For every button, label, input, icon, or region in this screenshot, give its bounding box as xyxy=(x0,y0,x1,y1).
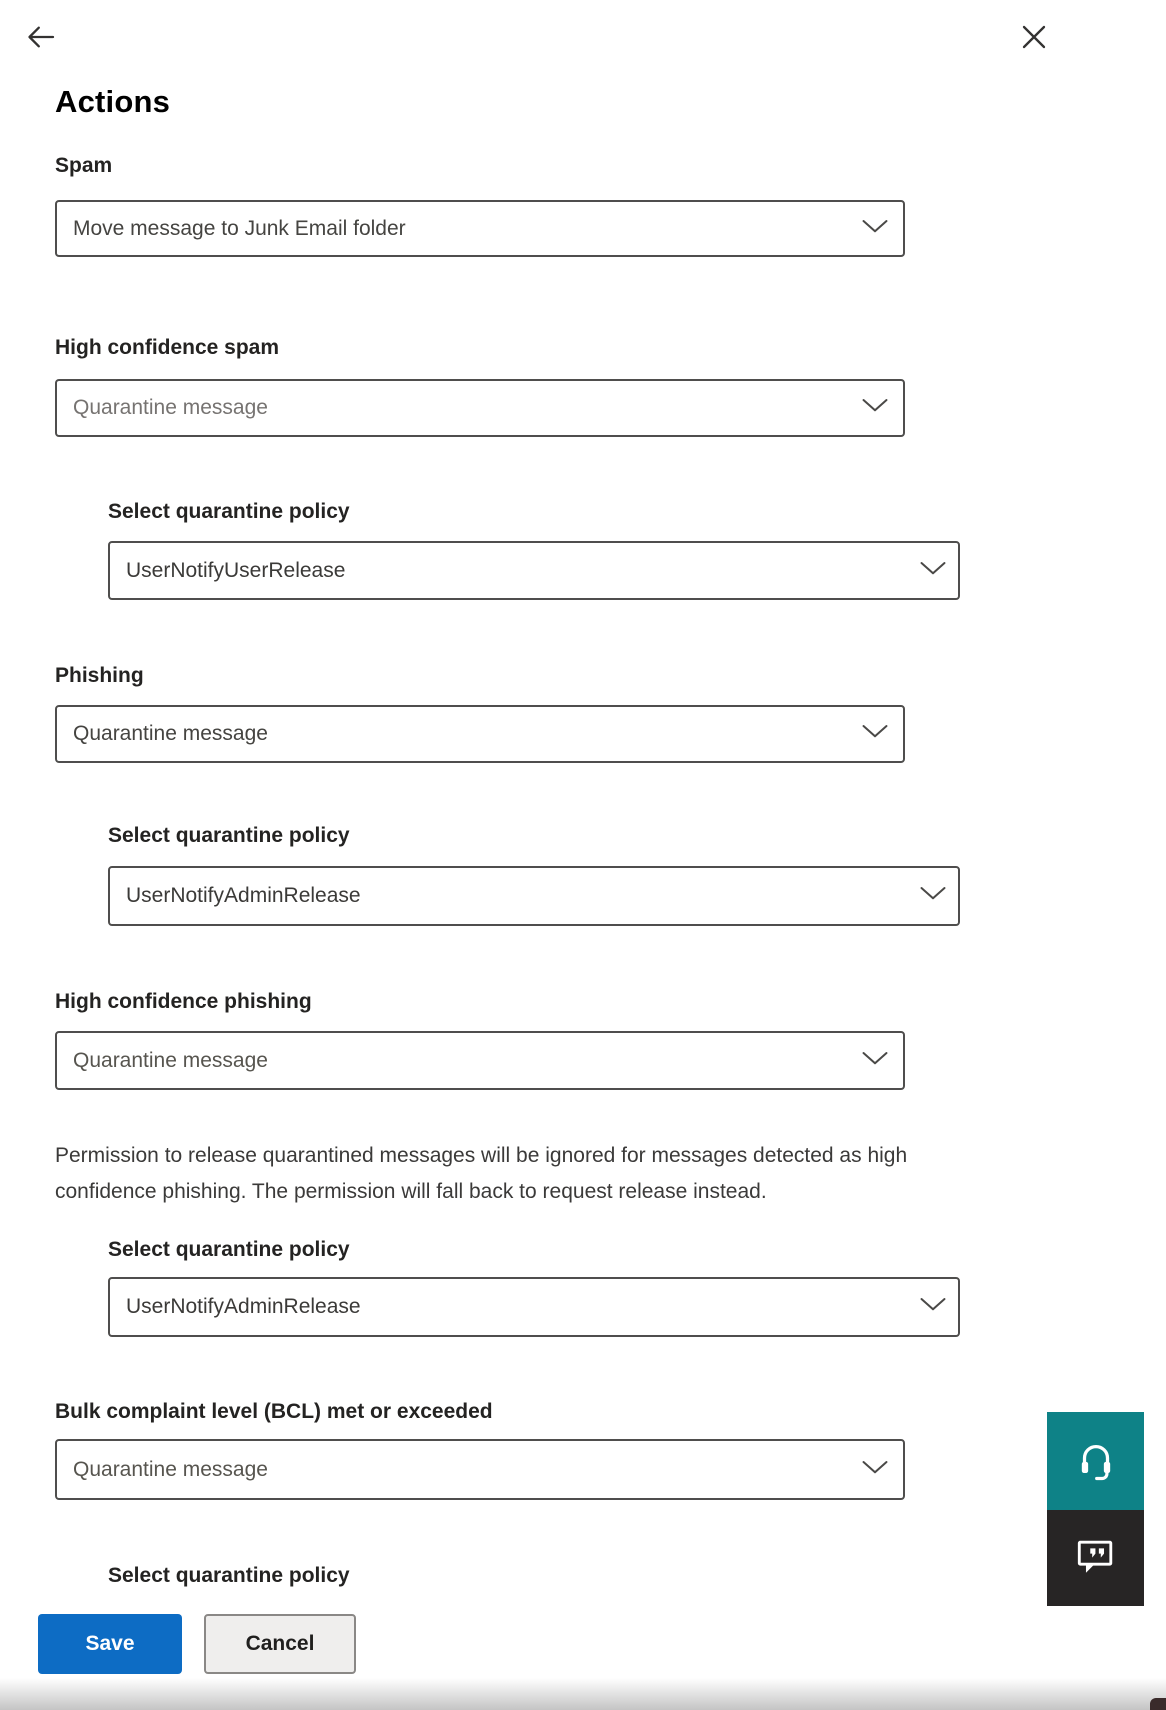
bcl-label: Bulk complaint level (BCL) met or exceeded xyxy=(55,1400,493,1423)
chevron-down-icon xyxy=(862,725,888,744)
bcl-quarantine-policy-label: Select quarantine policy xyxy=(108,1564,350,1587)
phishing-select[interactable] xyxy=(55,705,905,763)
save-button[interactable]: Save xyxy=(38,1614,182,1674)
feedback-chat-button[interactable] xyxy=(1047,1510,1144,1606)
phishing-select-value: Quarantine message xyxy=(73,722,268,745)
back-button[interactable] xyxy=(20,18,60,58)
hcp-quarantine-policy-select-value: UserNotifyAdminRelease xyxy=(126,1295,361,1318)
high-confidence-spam-label: High confidence spam xyxy=(55,336,280,359)
hcp-quarantine-policy-label: Select quarantine policy xyxy=(108,1238,350,1261)
chevron-down-icon xyxy=(920,1298,946,1317)
high-confidence-phishing-select-value: Quarantine message xyxy=(73,1048,268,1072)
phishing-quarantine-policy-label: Select quarantine policy xyxy=(108,824,350,847)
chevron-down-icon xyxy=(862,399,888,418)
headset-icon xyxy=(1073,1436,1119,1487)
bottom-corner-fragment xyxy=(1150,1698,1166,1710)
chevron-down-icon xyxy=(920,887,946,906)
bcl-select-value: Quarantine message xyxy=(73,1457,268,1481)
chevron-down-icon xyxy=(920,561,946,580)
high-confidence-phishing-note: Permission to release quarantined messages will be ignored for messages detected as high confidence phishing. The permission will fall back to request release instead. xyxy=(55,1144,908,1203)
chat-bubble-icon xyxy=(1075,1537,1117,1580)
help-support-button[interactable] xyxy=(1047,1412,1144,1510)
high-confidence-spam-select[interactable] xyxy=(55,379,905,437)
close-button[interactable] xyxy=(1012,16,1056,60)
cancel-button[interactable]: Cancel xyxy=(204,1614,356,1674)
chevron-down-icon xyxy=(862,1051,888,1070)
hcp-quarantine-policy-select[interactable] xyxy=(108,1277,960,1337)
close-icon xyxy=(1014,45,1054,60)
hcs-quarantine-policy-select-value: UserNotifyUserRelease xyxy=(126,558,346,582)
phishing-quarantine-policy-select-value: UserNotifyAdminRelease xyxy=(126,884,361,907)
spam-select-value: Move message to Junk Email folder xyxy=(73,216,406,240)
high-confidence-phishing-label: High confidence phishing xyxy=(55,990,312,1013)
spam-label: Spam xyxy=(55,154,113,177)
hcs-quarantine-policy-select[interactable] xyxy=(108,541,960,600)
high-confidence-phishing-select[interactable] xyxy=(55,1031,905,1090)
high-confidence-spam-select-value: Quarantine message xyxy=(73,396,268,419)
hcs-quarantine-policy-label: Select quarantine policy xyxy=(108,500,350,523)
chevron-down-icon xyxy=(862,1460,888,1479)
chevron-down-icon xyxy=(862,219,888,238)
phishing-quarantine-policy-select[interactable] xyxy=(108,866,960,926)
bcl-select[interactable] xyxy=(55,1439,905,1500)
footer-bar xyxy=(0,1588,1166,1710)
page-title: Actions xyxy=(55,84,171,119)
spam-select[interactable] xyxy=(55,200,905,257)
phishing-label: Phishing xyxy=(55,664,144,687)
arrow-left-icon xyxy=(21,44,59,59)
